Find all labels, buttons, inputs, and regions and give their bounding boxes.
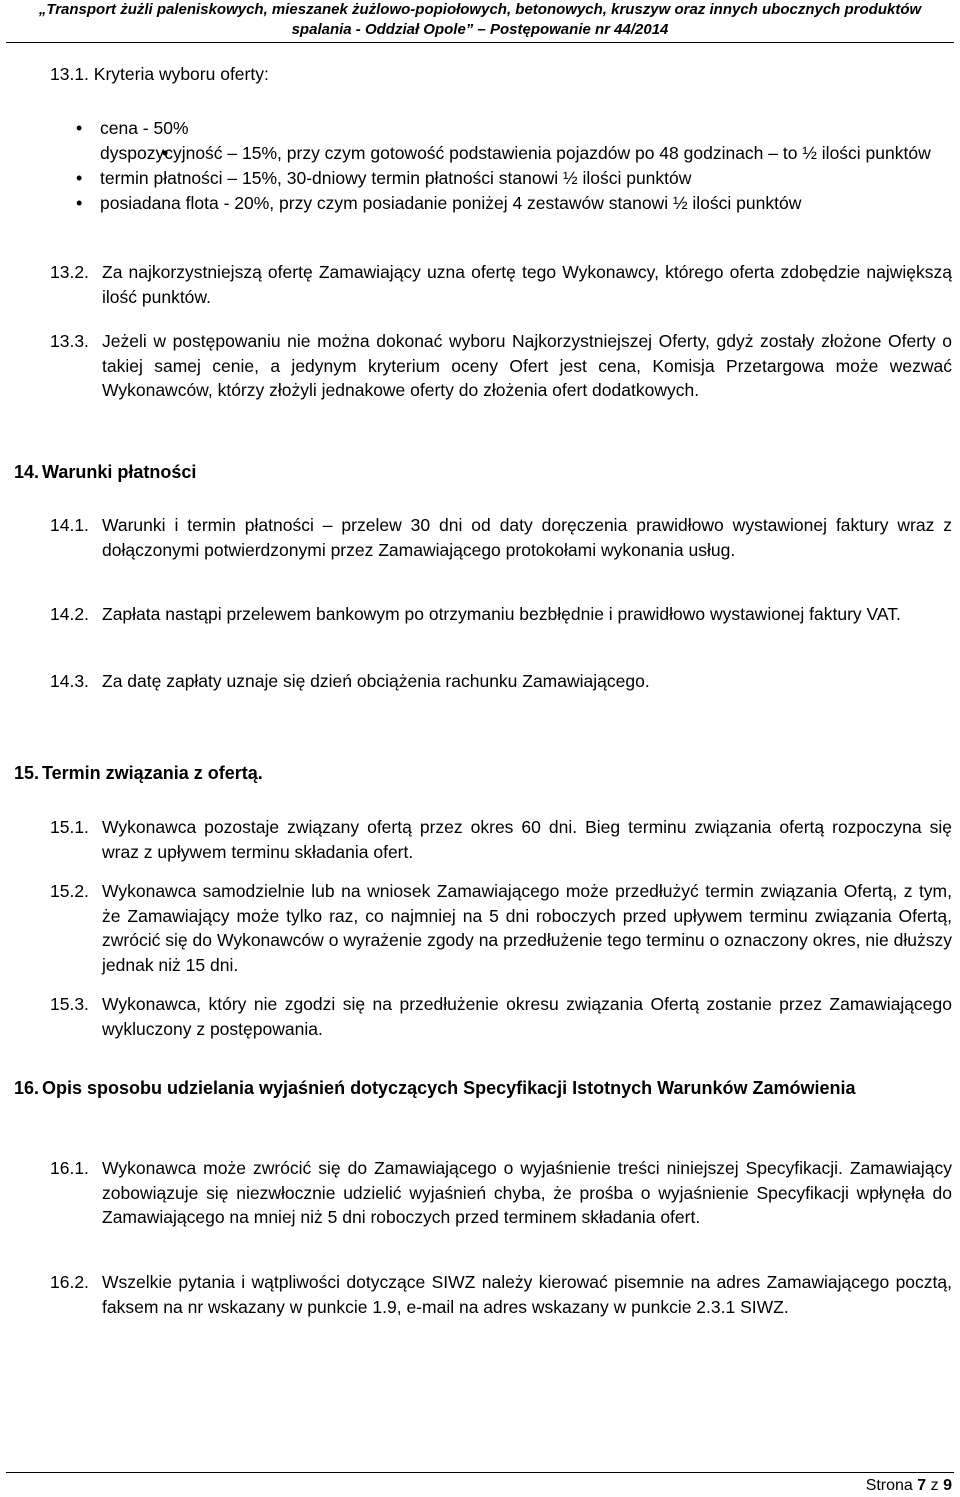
- section-text: Wszelkie pytania i wątpliwości dotyczące SIWZ należy kierować pisemnie na adres Zamawiającego pocztą, faksem na nr wskazany w punkcie 1.9, e-mail na adres wskazany w punkcie 2.3.1 SIWZ.: [102, 1272, 952, 1317]
- criteria-item: • dyspozycyjność – 15%, przy czym gotowość podstawienia pojazdów po 48 godzinach – to ½ ilości punktów: [14, 141, 954, 166]
- section-14-1: [50, 513, 952, 562]
- section-16-1: [50, 1156, 952, 1230]
- section-text: Za datę zapłaty uznaje się dzień obciążenia rachunku Zamawiającego.: [102, 671, 650, 691]
- section-number: 14.1.: [50, 515, 89, 535]
- criteria-list: [14, 116, 954, 216]
- section-number: 16.2.: [50, 1272, 89, 1292]
- section-title: Termin związania z ofertą.: [42, 763, 263, 783]
- section-number: 14.2.: [50, 604, 89, 624]
- header-divider: [6, 42, 954, 43]
- section-13-3: [50, 329, 952, 403]
- current-page: 7: [917, 1477, 927, 1494]
- section-14-heading: [14, 459, 952, 486]
- section-number: 15.2.: [50, 881, 89, 901]
- section-text: Jeżeli w postępowaniu nie można dokonać wyboru Najkorzystniejszej Oferty, gdyż zostały złożone Oferty o takiej samej cenie, a jedynym kryterium oceny Ofert jest cena, Komisja Przetargowa może wezwać Wykonawców, którzy złożyli jednakowe oferty do złożenia ofert dodatkowych.: [102, 331, 952, 400]
- footer-divider: [6, 1472, 954, 1473]
- section-14-2: [50, 602, 952, 627]
- section-15-heading: [14, 760, 952, 787]
- section-13-1-title: 13.1. Kryteria wyboru oferty:: [50, 64, 269, 84]
- section-number: 15.3.: [50, 994, 89, 1014]
- section-15-3: [50, 992, 952, 1041]
- section-16-2: [50, 1270, 952, 1319]
- page-number: [866, 1477, 952, 1495]
- section-number: 14.: [14, 462, 40, 482]
- criteria-item: • termin płatności – 15%, 30-dniowy termin płatności stanowi ½ ilości punktów: [14, 166, 954, 191]
- total-pages: 9: [943, 1477, 952, 1494]
- section-16-heading: [14, 1075, 952, 1102]
- section-13-2: [50, 260, 952, 309]
- criteria-item: • posiadana flota - 20%, przy czym posiadanie poniżej 4 zestawów stanowi ½ ilości punktów: [14, 191, 954, 216]
- section-number: 13.3.: [50, 331, 89, 351]
- document-header: [0, 0, 960, 40]
- section-text: Wykonawca może zwrócić się do Zamawiającego o wyjaśnienie treści niniejszej Specyfikacji. Zamawiający zobowiązuje się niezwłocznie udzielić wyjaśnień chyba, że prośba o wyjaśnienie Specyfikacji wpłynęła do Zamawiającego na mniej niż 5 dni roboczych przed terminem składania ofert.: [102, 1158, 952, 1227]
- section-text: Zapłata nastąpi przelewem bankowym po otrzymaniu bezbłędnie i prawidłowo wystawionej faktury VAT.: [102, 604, 901, 624]
- section-text: Wykonawca samodzielnie lub na wniosek Zamawiającego może przedłużyć termin związania Ofertą, z tym, że Zamawiający może tylko raz, co najmniej na 5 dni roboczych przed upływem terminu związania Ofertą, zwrócić się do Wykonawców o wyrażenie zgody na przedłużenie tego terminu o oznaczony okres, nie dłuższy jednak niż 15 dni.: [102, 881, 952, 975]
- section-title: Warunki płatności: [42, 462, 197, 482]
- section-14-3: [50, 669, 952, 694]
- section-number: 13.2.: [50, 262, 89, 282]
- section-number: 15.: [14, 763, 40, 783]
- page-label: Strona: [865, 1477, 913, 1494]
- criteria-item: • cena - 50%: [14, 116, 954, 141]
- page-of: z: [930, 1477, 939, 1494]
- section-text: Wykonawca, który nie zgodzi się na przedłużenie okresu związania Ofertą zostanie przez Zamawiającego wykluczony z postępowania.: [102, 994, 952, 1039]
- section-text: Za najkorzystniejszą ofertę Zamawiający uzna ofertę tego Wykonawcy, którego oferta zdobędzie największą ilość punktów.: [102, 262, 952, 307]
- section-title: Opis sposobu udzielania wyjaśnień dotyczących Specyfikacji Istotnych Warunków Zamówienia: [42, 1078, 856, 1098]
- section-number: 16.1.: [50, 1158, 89, 1178]
- section-number: 14.3.: [50, 671, 89, 691]
- header-line-1: „Transport żużli paleniskowych, mieszanek żużlowo-popiołowych, betonowych, kruszyw oraz innych ubocznych produktów: [38, 1, 922, 18]
- section-text: Warunki i termin płatności – przelew 30 dni od daty doręczenia prawidłowo wystawionej faktury wraz z dołączonymi potwierdzonymi przez Zamawiającego protokołami wykonania usług.: [102, 515, 952, 560]
- section-number: 16.: [14, 1078, 40, 1098]
- section-15-1: [50, 815, 952, 864]
- section-number: 15.1.: [50, 817, 89, 837]
- header-line-2: spalania - Oddział Opole” – Postępowanie nr 44/2014: [291, 21, 669, 38]
- section-text: Wykonawca pozostaje związany ofertą przez okres 60 dni. Bieg terminu związania ofertą rozpoczyna się wraz z upływem terminu składania ofert.: [102, 817, 952, 862]
- section-15-2: [50, 879, 952, 977]
